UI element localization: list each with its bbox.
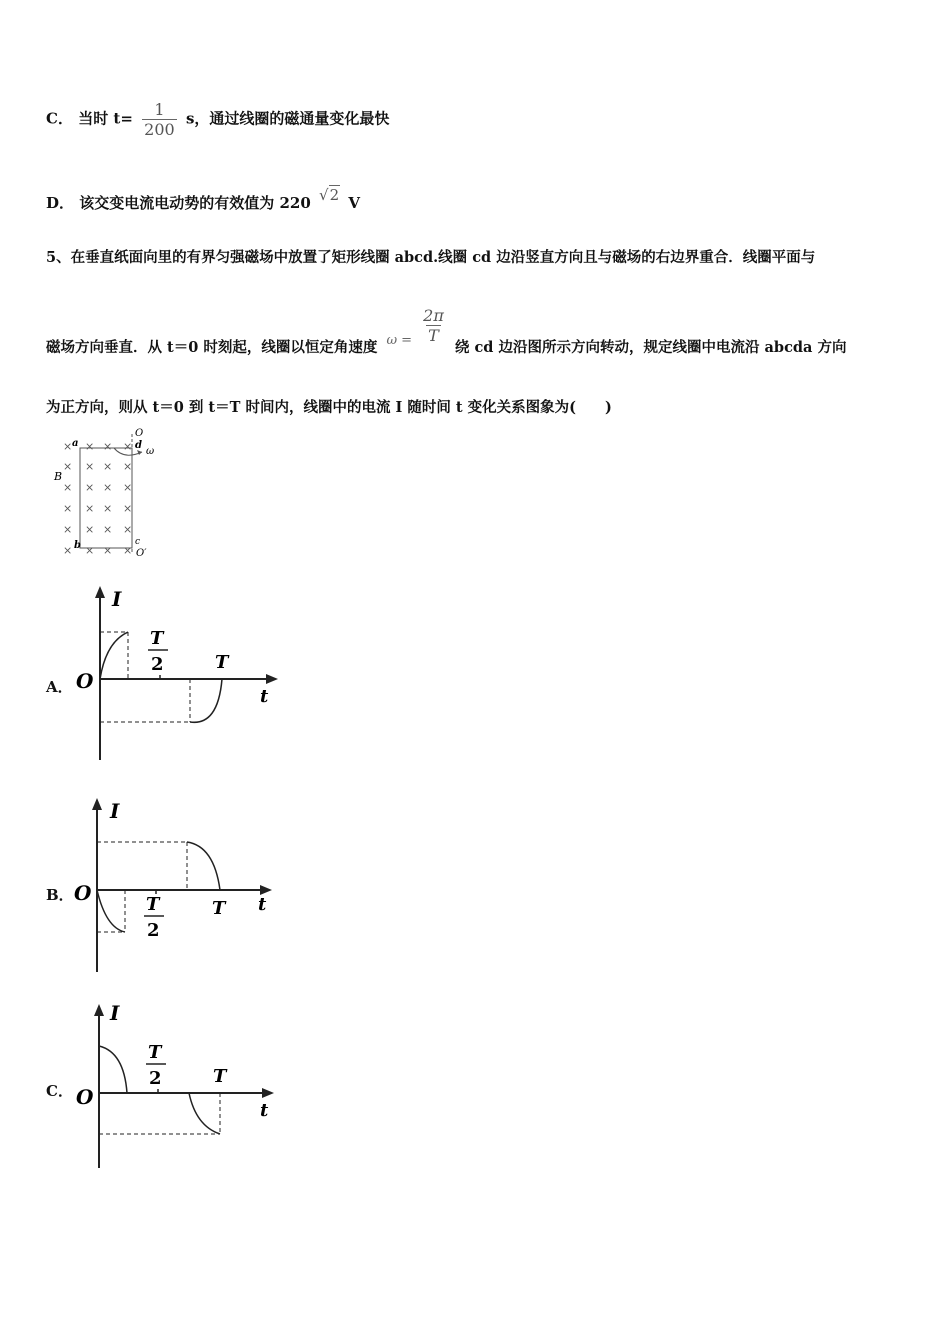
omega-numerator: 2π	[423, 306, 444, 325]
corner-b: b	[74, 540, 81, 551]
origin-label: O	[76, 1085, 94, 1109]
x-label: t	[260, 1100, 269, 1121]
field-cross: ×	[103, 523, 113, 536]
curve-positive	[99, 1046, 127, 1093]
sqrt-symbol: √	[319, 186, 329, 204]
half-period-num: T	[150, 628, 164, 649]
y-label: I	[110, 799, 120, 823]
curve-positive	[100, 632, 128, 679]
field-cross: ×	[85, 523, 95, 536]
fraction-numerator: 1	[154, 100, 165, 119]
field-cross: ×	[63, 460, 73, 473]
fraction-denominator: 200	[144, 120, 175, 139]
question-line-2-post: 绕 cd 边沿图所示方向转动，规定线圈中电流沿 abcda 方向	[454, 338, 847, 356]
field-cross: ×	[103, 544, 113, 557]
curve-negative	[190, 679, 222, 722]
question-line-2	[46, 306, 847, 356]
omega-denominator: T	[428, 326, 439, 345]
x-label: t	[260, 686, 269, 707]
y-arrow	[94, 1004, 104, 1016]
option-a-label: A．	[46, 678, 73, 696]
omega-fraction	[421, 306, 446, 345]
graph-b	[70, 794, 290, 976]
field-cross: ×	[85, 481, 95, 494]
field-cross: ×	[103, 502, 113, 515]
option-c-text-pre: 当时 t=	[78, 109, 133, 128]
option-c-label: C．	[46, 109, 73, 128]
y-arrow	[92, 798, 102, 810]
field-cross: ×	[123, 440, 133, 453]
question-line-1: 5、在垂直纸面向里的有界匀强磁场中放置了矩形线圈 abcd.线圈 cd 边沿竖直方向且与磁场的右边界重合．线圈平面与	[46, 249, 816, 266]
option-d-unit: V	[348, 194, 361, 212]
half-period-den: 2	[151, 654, 164, 675]
period-label: T	[212, 898, 226, 919]
half-period-num: T	[148, 1042, 162, 1063]
field-label: B	[54, 470, 63, 483]
axis-bottom-label: O′	[136, 548, 147, 558]
field-cross: ×	[123, 502, 133, 515]
field-cross: ×	[123, 523, 133, 536]
corner-d: d	[135, 440, 142, 451]
option-c	[46, 100, 389, 139]
origin-label: O	[74, 881, 92, 905]
coil-field-figure	[52, 426, 164, 558]
time-fraction	[142, 100, 177, 139]
sqrt-radicand: 2	[329, 186, 340, 204]
period-label: T	[215, 652, 229, 673]
corner-c: c	[135, 537, 141, 547]
axis-top-label: O	[135, 428, 144, 439]
y-label: I	[112, 587, 122, 611]
sqrt-two	[319, 186, 340, 204]
x-label: t	[258, 894, 267, 915]
y-arrow	[95, 586, 105, 598]
question-line-2-pre: 磁场方向垂直．从 t＝0 时刻起，线圈以恒定角速度	[46, 338, 378, 356]
origin-label: O	[76, 669, 94, 693]
curve-positive	[187, 842, 220, 890]
field-cross: ×	[123, 544, 133, 557]
x-arrow	[262, 1088, 274, 1098]
field-cross: ×	[123, 481, 133, 494]
graph-a	[70, 584, 290, 766]
field-cross: ×	[85, 502, 95, 515]
field-cross: ×	[63, 502, 73, 515]
y-label: I	[110, 1001, 120, 1025]
field-cross: ×	[85, 440, 95, 453]
field-cross: ×	[63, 523, 73, 536]
curve-negative	[189, 1093, 220, 1134]
field-cross: ×	[123, 460, 133, 473]
field-cross: ×	[103, 440, 113, 453]
question-line-3: 为正方向，则从 t＝0 到 t＝T 时间内，线圈中的电流 I 随时间 t 变化关系图象为( )	[46, 399, 612, 416]
field-cross: ×	[85, 544, 95, 557]
omega-label: ω	[146, 446, 155, 457]
option-c-graph-label: C．	[46, 1082, 73, 1100]
option-b-label: B．	[46, 886, 74, 904]
corner-a: a	[72, 438, 79, 449]
graph-c	[70, 1000, 290, 1170]
option-c-text-post: s，通过线圈的磁通量变化最快	[185, 109, 390, 128]
field-cross: ×	[63, 544, 73, 557]
x-arrow	[266, 674, 278, 684]
period-label: T	[213, 1066, 227, 1087]
option-d	[46, 186, 361, 213]
field-cross: ×	[103, 460, 113, 473]
half-period-den: 2	[147, 920, 160, 941]
omega-symbol: ω =	[386, 332, 413, 348]
half-period-num: T	[146, 894, 160, 915]
option-d-label: D．	[46, 194, 75, 212]
field-cross: ×	[63, 481, 73, 494]
option-d-text-pre: 该交变电流电动势的有效值为 220	[79, 194, 311, 212]
half-period-den: 2	[149, 1068, 162, 1089]
field-cross: ×	[63, 440, 73, 453]
curve-negative	[97, 890, 125, 932]
field-cross: ×	[103, 481, 113, 494]
field-cross: ×	[85, 460, 95, 473]
